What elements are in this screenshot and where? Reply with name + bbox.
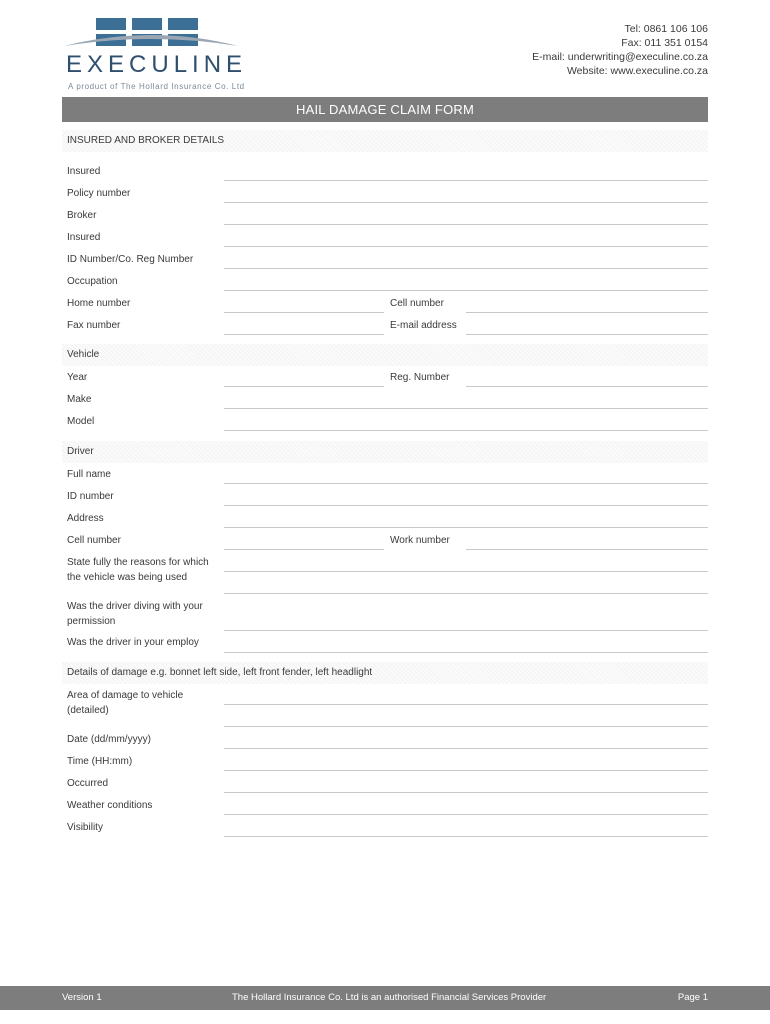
area-damage-field-2[interactable] bbox=[224, 709, 708, 727]
reg-number-field[interactable] bbox=[466, 369, 708, 387]
address-field[interactable] bbox=[224, 510, 708, 528]
section-vehicle: Vehicle bbox=[62, 344, 708, 366]
label-reasons: State fully the reasons for which the vehicle was being used bbox=[67, 557, 209, 583]
label-weather: Weather conditions bbox=[67, 800, 153, 811]
footer-version: Version 1 bbox=[62, 992, 102, 1003]
label-work-number: Work number bbox=[390, 535, 450, 546]
logo-tagline: A product of The Hollard Insurance Co. Ltd bbox=[68, 82, 245, 91]
label-make: Make bbox=[67, 394, 92, 405]
label-occurred: Occurred bbox=[67, 778, 109, 789]
visibility-field[interactable] bbox=[224, 819, 708, 837]
form-title: HAIL DAMAGE CLAIM FORM bbox=[62, 97, 708, 122]
label-employ: Was the driver in your employ bbox=[67, 637, 199, 648]
label-cell-number: Cell number bbox=[390, 298, 444, 309]
driver-cell-number-field[interactable] bbox=[224, 532, 384, 550]
reasons-field-1[interactable] bbox=[224, 554, 708, 572]
reasons-field-2[interactable] bbox=[224, 576, 708, 594]
label-address: Address bbox=[67, 513, 104, 524]
occupation-field[interactable] bbox=[224, 273, 708, 291]
area-damage-field-1[interactable] bbox=[224, 687, 708, 705]
permission-field[interactable] bbox=[224, 613, 708, 631]
label-fax-number: Fax number bbox=[67, 320, 121, 331]
logo-mark-icon bbox=[62, 16, 242, 56]
contact-website[interactable]: Website: www.execuline.co.za bbox=[566, 65, 708, 77]
label-insured-2: Insured bbox=[67, 232, 101, 243]
label-year: Year bbox=[67, 372, 88, 383]
weather-field[interactable] bbox=[224, 797, 708, 815]
contact-email[interactable]: E-mail: underwriting@execuline.co.za bbox=[532, 51, 708, 63]
label-insured: Insured bbox=[67, 166, 101, 177]
broker-field[interactable] bbox=[224, 207, 708, 225]
label-time: Time (HH:mm) bbox=[67, 756, 133, 767]
label-driver-cell-number: Cell number bbox=[67, 535, 121, 546]
label-date: Date (dd/mm/yyyy) bbox=[67, 734, 151, 745]
id-reg-number-field[interactable] bbox=[224, 251, 708, 269]
label-email-address: E-mail address bbox=[390, 320, 457, 331]
make-field[interactable] bbox=[224, 391, 708, 409]
label-permission: Was the driver diving with your permission bbox=[67, 601, 203, 627]
insured-2-field[interactable] bbox=[224, 229, 708, 247]
contact-tel: Tel: 0861 106 106 bbox=[624, 23, 708, 35]
footer-page: Page 1 bbox=[677, 992, 708, 1003]
policy-number-field[interactable] bbox=[224, 185, 708, 203]
occurred-field[interactable] bbox=[224, 775, 708, 793]
time-field[interactable] bbox=[224, 753, 708, 771]
page-footer bbox=[0, 986, 770, 1010]
fax-number-field[interactable] bbox=[224, 317, 384, 335]
label-area-damage: Area of damage to vehicle (detailed) bbox=[67, 690, 184, 716]
cell-number-field[interactable] bbox=[466, 295, 708, 313]
label-occupation: Occupation bbox=[67, 276, 118, 287]
label-policy-number: Policy number bbox=[67, 188, 131, 199]
label-broker: Broker bbox=[67, 210, 97, 221]
model-field[interactable] bbox=[224, 413, 708, 431]
employ-field[interactable] bbox=[224, 635, 708, 653]
id-number-field[interactable] bbox=[224, 488, 708, 506]
footer-provider: The Hollard Insurance Co. Ltd is an authorised Financial Services Provider bbox=[232, 992, 547, 1003]
section-damage: Details of damage e.g. bonnet left side, left front fender, left headlight bbox=[62, 662, 708, 684]
execuline-logo bbox=[62, 16, 248, 91]
home-number-field[interactable] bbox=[224, 295, 384, 313]
full-name-field[interactable] bbox=[224, 466, 708, 484]
contact-details bbox=[532, 22, 708, 78]
logo-name: EXECULINE bbox=[66, 51, 248, 78]
work-number-field[interactable] bbox=[466, 532, 708, 550]
section-driver: Driver bbox=[62, 441, 708, 463]
label-full-name: Full name bbox=[67, 469, 111, 480]
section-insured-broker: INSURED AND BROKER DETAILS bbox=[62, 130, 708, 152]
insured-field[interactable] bbox=[224, 163, 708, 181]
contact-fax: Fax: 011 351 0154 bbox=[621, 37, 708, 49]
label-id-reg-number: ID Number/Co. Reg Number bbox=[67, 254, 194, 265]
label-model: Model bbox=[67, 416, 95, 427]
label-reg-number: Reg. Number bbox=[390, 372, 450, 383]
label-visibility: Visibility bbox=[67, 822, 103, 833]
date-field[interactable] bbox=[224, 731, 708, 749]
label-id-number: ID number bbox=[67, 491, 114, 502]
label-home-number: Home number bbox=[67, 298, 131, 309]
email-address-field[interactable] bbox=[466, 317, 708, 335]
year-field[interactable] bbox=[224, 369, 384, 387]
